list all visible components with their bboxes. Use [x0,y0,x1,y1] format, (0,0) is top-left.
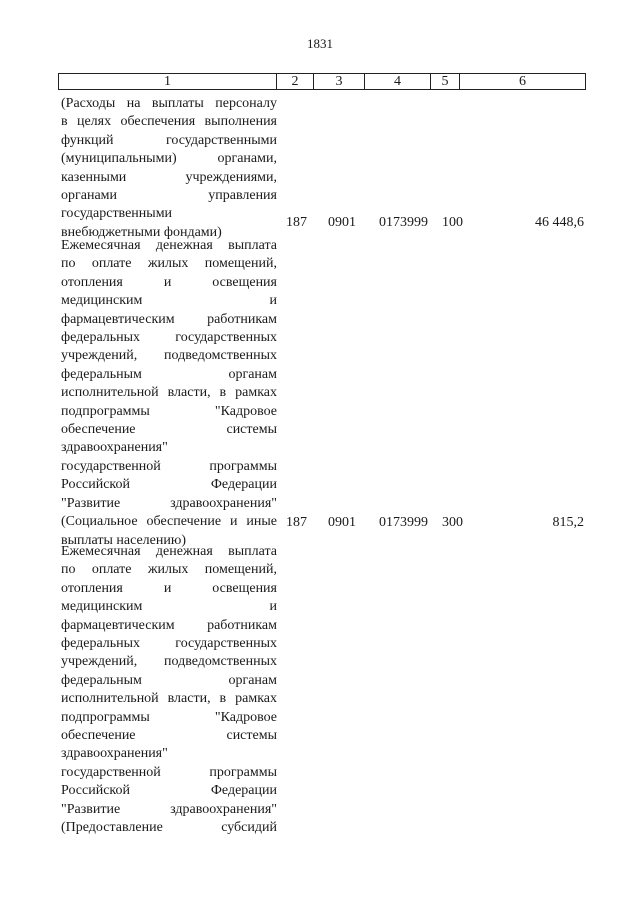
desc-line: казенными учреждениями, [61,169,277,185]
desc-line: отопления и освещения [61,580,277,596]
desc-line: Российской Федерации [61,477,277,493]
desc-line: функций государственными [61,132,277,148]
desc-line: Российской Федерации [61,783,277,799]
desc-line: медицинским и [61,293,277,309]
desc-line: исполнительной власти, в рамках [61,691,277,707]
desc-line: отопления и освещения [61,274,277,290]
cell-col4: 0173999 [379,515,428,530]
cell-col2: 187 [286,515,307,530]
desc-line: обеспечение системы [61,422,277,438]
desc-line: здравоохранения" [61,440,168,456]
cell-col3: 0901 [328,215,356,230]
desc-line: государственными [61,206,173,222]
header-col-6: 6 [460,74,586,90]
desc-line: федеральных государственных [61,636,277,652]
desc-line: по оплате жилых помещений, [61,256,277,272]
desc-line: подпрограммы "Кадровое [61,709,277,725]
desc-line: (Расходы на выплаты персоналу [61,96,277,111]
desc-line: (муниципальными) органами, [61,151,277,167]
row-description [61,95,277,242]
desc-line: (Предоставление субсидий [61,820,277,836]
desc-line: Ежемесячная денежная выплата [61,544,277,559]
desc-line: исполнительной власти, в рамках [61,385,277,401]
desc-line: федеральным органам [61,672,277,688]
header-col-5: 5 [431,74,460,90]
desc-line: "Развитие здравоохранения" [61,801,277,817]
desc-line: государственной программы [61,764,277,780]
desc-line: медицинским и [61,599,277,615]
desc-line: учреждений, подведомственных [61,348,277,364]
desc-line: фармацевтическим работникам [61,311,277,327]
cell-col5: 300 [442,515,463,530]
desc-line: федеральных государственных [61,330,277,346]
desc-line: в целях обеспечения выполнения [61,114,277,130]
desc-line: фармацевтическим работникам [61,617,277,633]
header-col-1: 1 [59,74,277,90]
row-description [61,543,277,838]
desc-line: (Социальное обеспечение и иные [61,514,277,530]
cell-col3: 0901 [328,515,356,530]
desc-line: по оплате жилых помещений, [61,562,277,578]
desc-line: обеспечение системы [61,728,277,744]
table-header [58,73,586,90]
row-description [61,237,277,550]
cell-col6: 815,2 [552,515,584,530]
desc-line: "Развитие здравоохранения" [61,495,277,511]
desc-line: внебюджетными фондами) [61,224,222,240]
desc-line: выплаты населению) [61,532,186,548]
cell-col5: 100 [442,215,463,230]
header-col-2: 2 [277,74,314,90]
page-number: 1831 [307,36,333,51]
desc-line: федеральным органам [61,366,277,382]
cell-col2: 187 [286,215,307,230]
desc-line: подпрограммы "Кадровое [61,403,277,419]
desc-line: органами управления [61,188,277,204]
header-col-4: 4 [365,74,431,90]
header-col-3: 3 [314,74,365,90]
cell-col6: 46 448,6 [535,215,584,230]
cell-col4: 0173999 [379,215,428,230]
desc-line: государственной программы [61,458,277,474]
desc-line: здравоохранения" [61,746,168,762]
desc-line: Ежемесячная денежная выплата [61,238,277,253]
desc-line: учреждений, подведомственных [61,654,277,670]
